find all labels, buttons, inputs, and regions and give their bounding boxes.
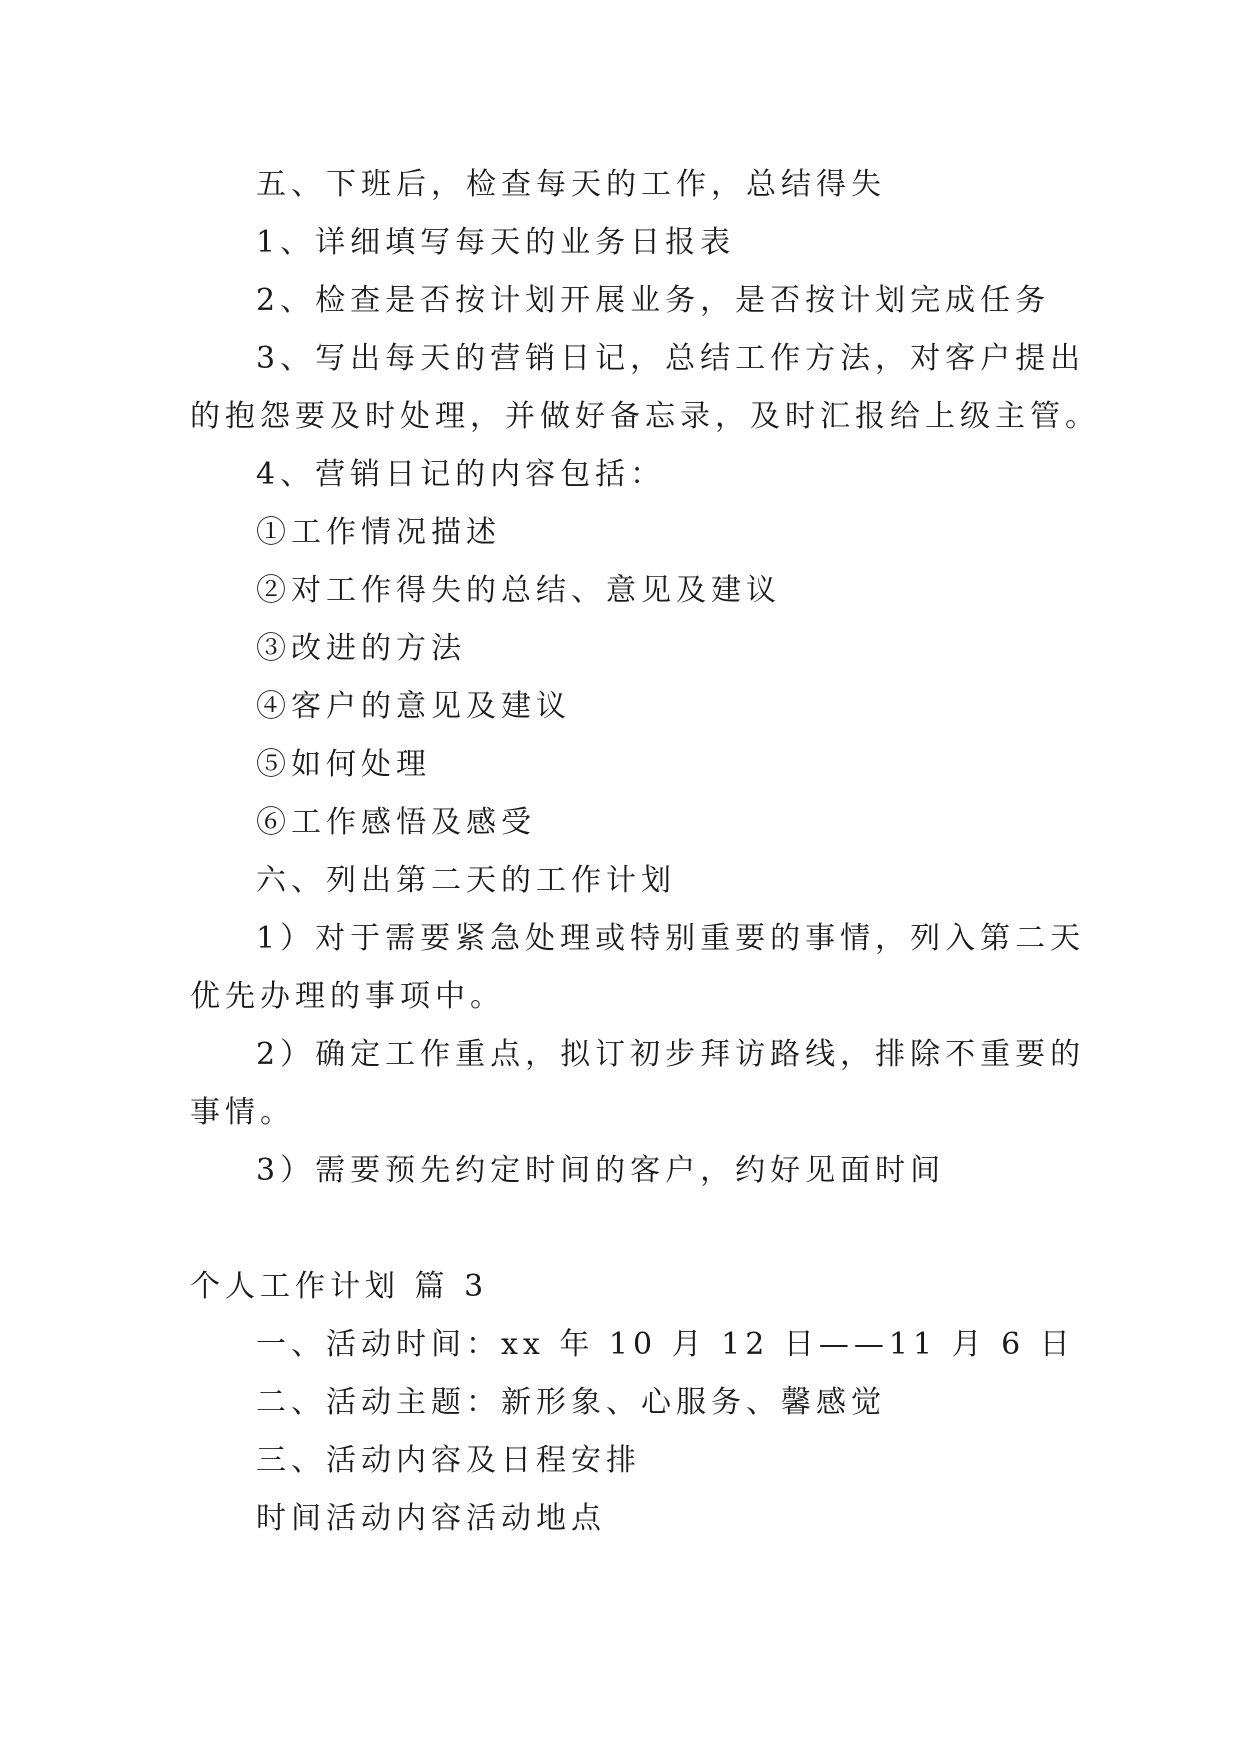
list-item: 1、详细填写每天的业务日报表 xyxy=(256,225,736,260)
list-item: 3）需要预先约定时间的客户，约好见面时间 xyxy=(256,1153,946,1188)
table-header-text: 时间活动内容活动地点 xyxy=(256,1501,606,1536)
sub-list-item: ⑤如何处理 xyxy=(256,747,431,782)
sub-list-item: ②对工作得失的总结、意见及建议 xyxy=(256,573,781,608)
sub-list-item: ④客户的意见及建议 xyxy=(256,689,571,724)
article-title: 个人工作计划 篇 3 xyxy=(190,1269,489,1304)
sub-list-item: ③改进的方法 xyxy=(256,631,466,666)
list-item: 3、写出每天的营销日记，总结工作方法，对客户提出 xyxy=(256,341,1086,376)
section-heading-2: 二、活动主题：新形象、心服务、馨感觉 xyxy=(256,1385,886,1420)
section-heading-1: 一、活动时间：xx 年 10 月 12 日——11 月 6 日 xyxy=(256,1327,1075,1362)
list-item: 2、检查是否按计划开展业务，是否按计划完成任务 xyxy=(256,283,1051,318)
sub-list-item: ①工作情况描述 xyxy=(256,515,501,550)
section-heading-3: 三、活动内容及日程安排 xyxy=(256,1443,641,1478)
list-item: 2）确定工作重点，拟订初步拜访路线，排除不重要的 xyxy=(256,1037,1086,1072)
list-item: 4、营销日记的内容包括： xyxy=(256,457,666,492)
section-heading-5: 五、下班后，检查每天的工作，总结得失 xyxy=(256,167,886,202)
list-item-continuation: 优先办理的事项中。 xyxy=(190,979,505,1014)
sub-list-item: ⑥工作感悟及感受 xyxy=(256,805,536,840)
list-item-continuation: 事情。 xyxy=(190,1095,295,1130)
list-item-continuation: 的抱怨要及时处理，并做好备忘录，及时汇报给上级主管。 xyxy=(190,399,1100,434)
section-heading-6: 六、列出第二天的工作计划 xyxy=(256,863,676,898)
list-item: 1）对于需要紧急处理或特别重要的事情，列入第二天 xyxy=(256,921,1086,956)
